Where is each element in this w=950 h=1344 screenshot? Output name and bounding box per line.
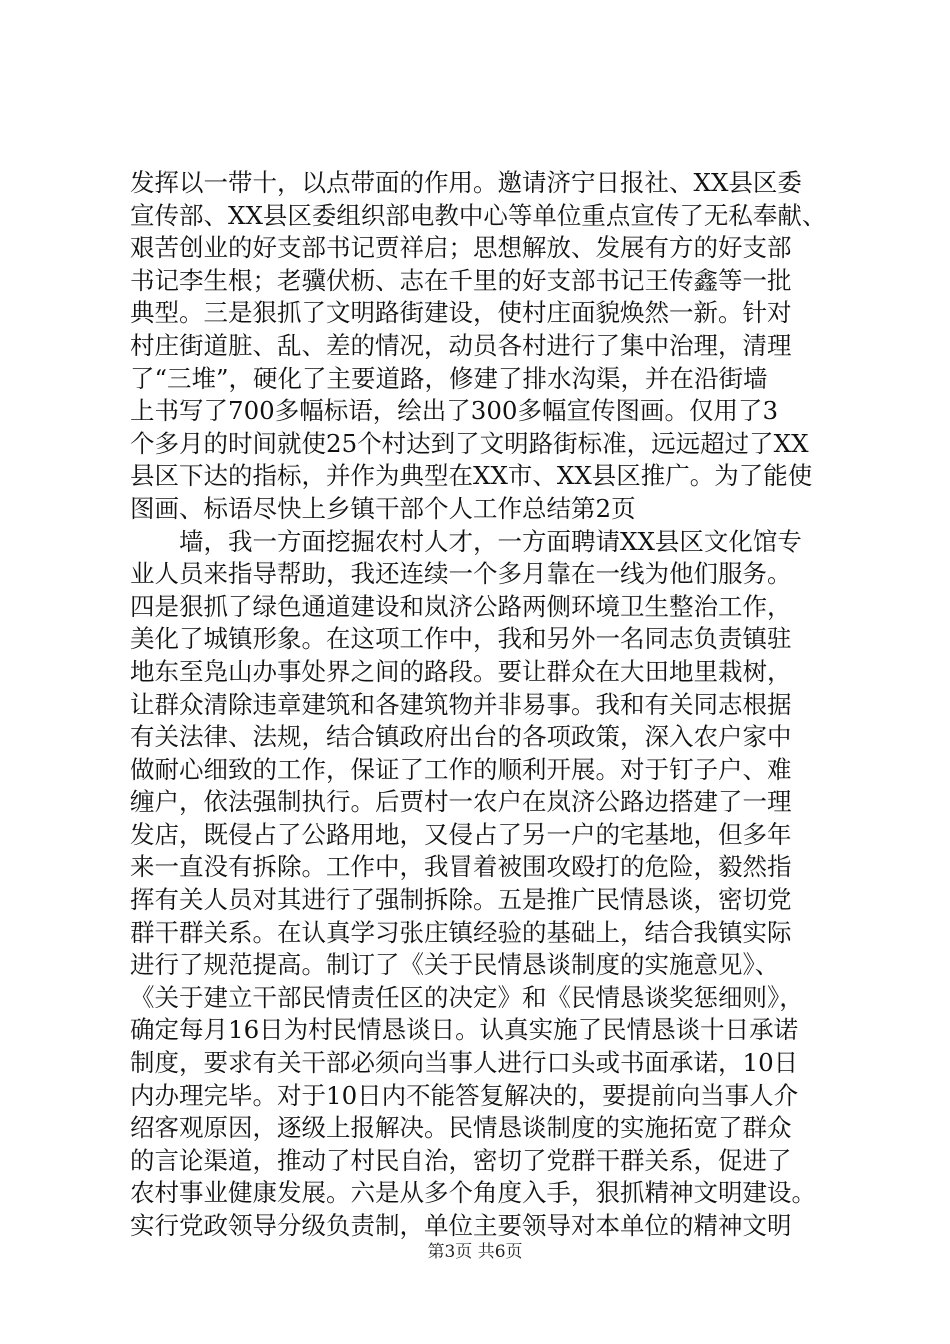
- text-line: 图画、标语尽快上乡镇干部个人工作总结第2页: [130, 493, 636, 523]
- text-line: 确定每月16日为村民情恳谈日。认真实施了民情恳谈十日承诺: [130, 1015, 799, 1045]
- text-line: 发挥以一带十，以点带面的作用。邀请济宁日报社、XX县区委: [130, 168, 802, 197]
- text-line: 来一直没有拆除。工作中，我冒着被围攻殴打的危险，毅然指: [130, 852, 792, 882]
- text-line: 内办理完毕。对于10日内不能答复解决的，要提前向当事人介: [130, 1080, 799, 1110]
- text-line: 上书写了700多幅标语，绘出了300多幅宣传图画。仅用了3: [130, 396, 779, 426]
- page-footer: [0, 1237, 950, 1262]
- text-line: 《关于建立干部民情责任区的决定》和《民情恳谈奖惩细则》，: [130, 982, 804, 1012]
- text-line: 个多月的时间就使25个村达到了文明路街标准，远远超过了XX: [130, 428, 809, 458]
- text-line: 四是狠抓了绿色通道建设和岚济公路两侧环境卫生整治工作，: [130, 591, 792, 621]
- text-line: 群干群关系。在认真学习张庄镇经验的基础上，结合我镇实际: [130, 917, 792, 947]
- text-line: 县区下达的指标，并作为典型在XX市、XX县区推广。为了能使: [130, 461, 813, 491]
- text-line: 有关法律、法规，结合镇政府出台的各项政策，深入农户家中: [130, 722, 792, 752]
- text-line: 墙，我一方面挖掘农村人才，一方面聘请XX县区文化馆专: [130, 526, 802, 556]
- text-line: 制度，要求有关干部必须向当事人进行口头或书面承诺，10日: [130, 1048, 799, 1078]
- text-line: 挥有关人员对其进行了强制拆除。五是推广民情恳谈，密切党: [130, 885, 792, 915]
- text-line: 让群众清除违章建筑和各建筑物并非易事。我和有关同志根据: [130, 689, 792, 719]
- text-line: 艰苦创业的好支部书记贾祥启；思想解放、发展有方的好支部: [130, 233, 792, 263]
- text-line: 了“三堆”，硬化了主要道路，修建了排水沟渠，并在沿街墙: [130, 363, 768, 393]
- text-line: 业人员来指导帮助，我还连续一个多月靠在一线为他们服务。: [130, 559, 792, 589]
- page-number-label: 第3页 共6页: [427, 1242, 523, 1262]
- text-line: 村庄街道脏、乱、差的情况，动员各村进行了集中治理，清理: [130, 330, 792, 360]
- text-line: 典型。三是狠抓了文明路街建设，使村庄面貌焕然一新。针对: [130, 298, 792, 328]
- text-line: 进行了规范提高。制订了《关于民情恳谈制度的实施意见》、: [130, 950, 780, 980]
- text-line: 书记李生根；老骥伏枥、志在千里的好支部书记王传鑫等一批: [130, 265, 792, 295]
- text-line: 发店，既侵占了公路用地，又侵占了另一户的宅基地，但多年: [130, 819, 792, 849]
- text-line: 地东至凫山办事处界之间的路段。要让群众在大田地里栽树，: [130, 656, 792, 686]
- text-line: 缠户，依法强制执行。后贾村一农户在岚济公路边搭建了一理: [130, 787, 792, 817]
- text-line: 的言论渠道，推动了村民自治，密切了党群干群关系，促进了: [130, 1145, 792, 1175]
- text-line: 绍客观原因，逐级上报解决。民情恳谈制度的实施拓宽了群众: [130, 1113, 792, 1143]
- text-line: 实行党政领导分级负责制，单位主要领导对本单位的精神文明: [130, 1211, 792, 1240]
- body-text: [130, 167, 836, 1243]
- text-line: 美化了城镇形象。在这项工作中，我和另外一名同志负责镇驻: [130, 624, 792, 654]
- text-line: 宣传部、XX县区委组织部电教中心等单位重点宣传了无私奉献、: [130, 200, 827, 230]
- text-line: 做耐心细致的工作，保证了工作的顺利开展。对于钉子户、难: [130, 754, 792, 784]
- text-line: 农村事业健康发展。六是从多个角度入手，狠抓精神文明建设。: [130, 1178, 816, 1208]
